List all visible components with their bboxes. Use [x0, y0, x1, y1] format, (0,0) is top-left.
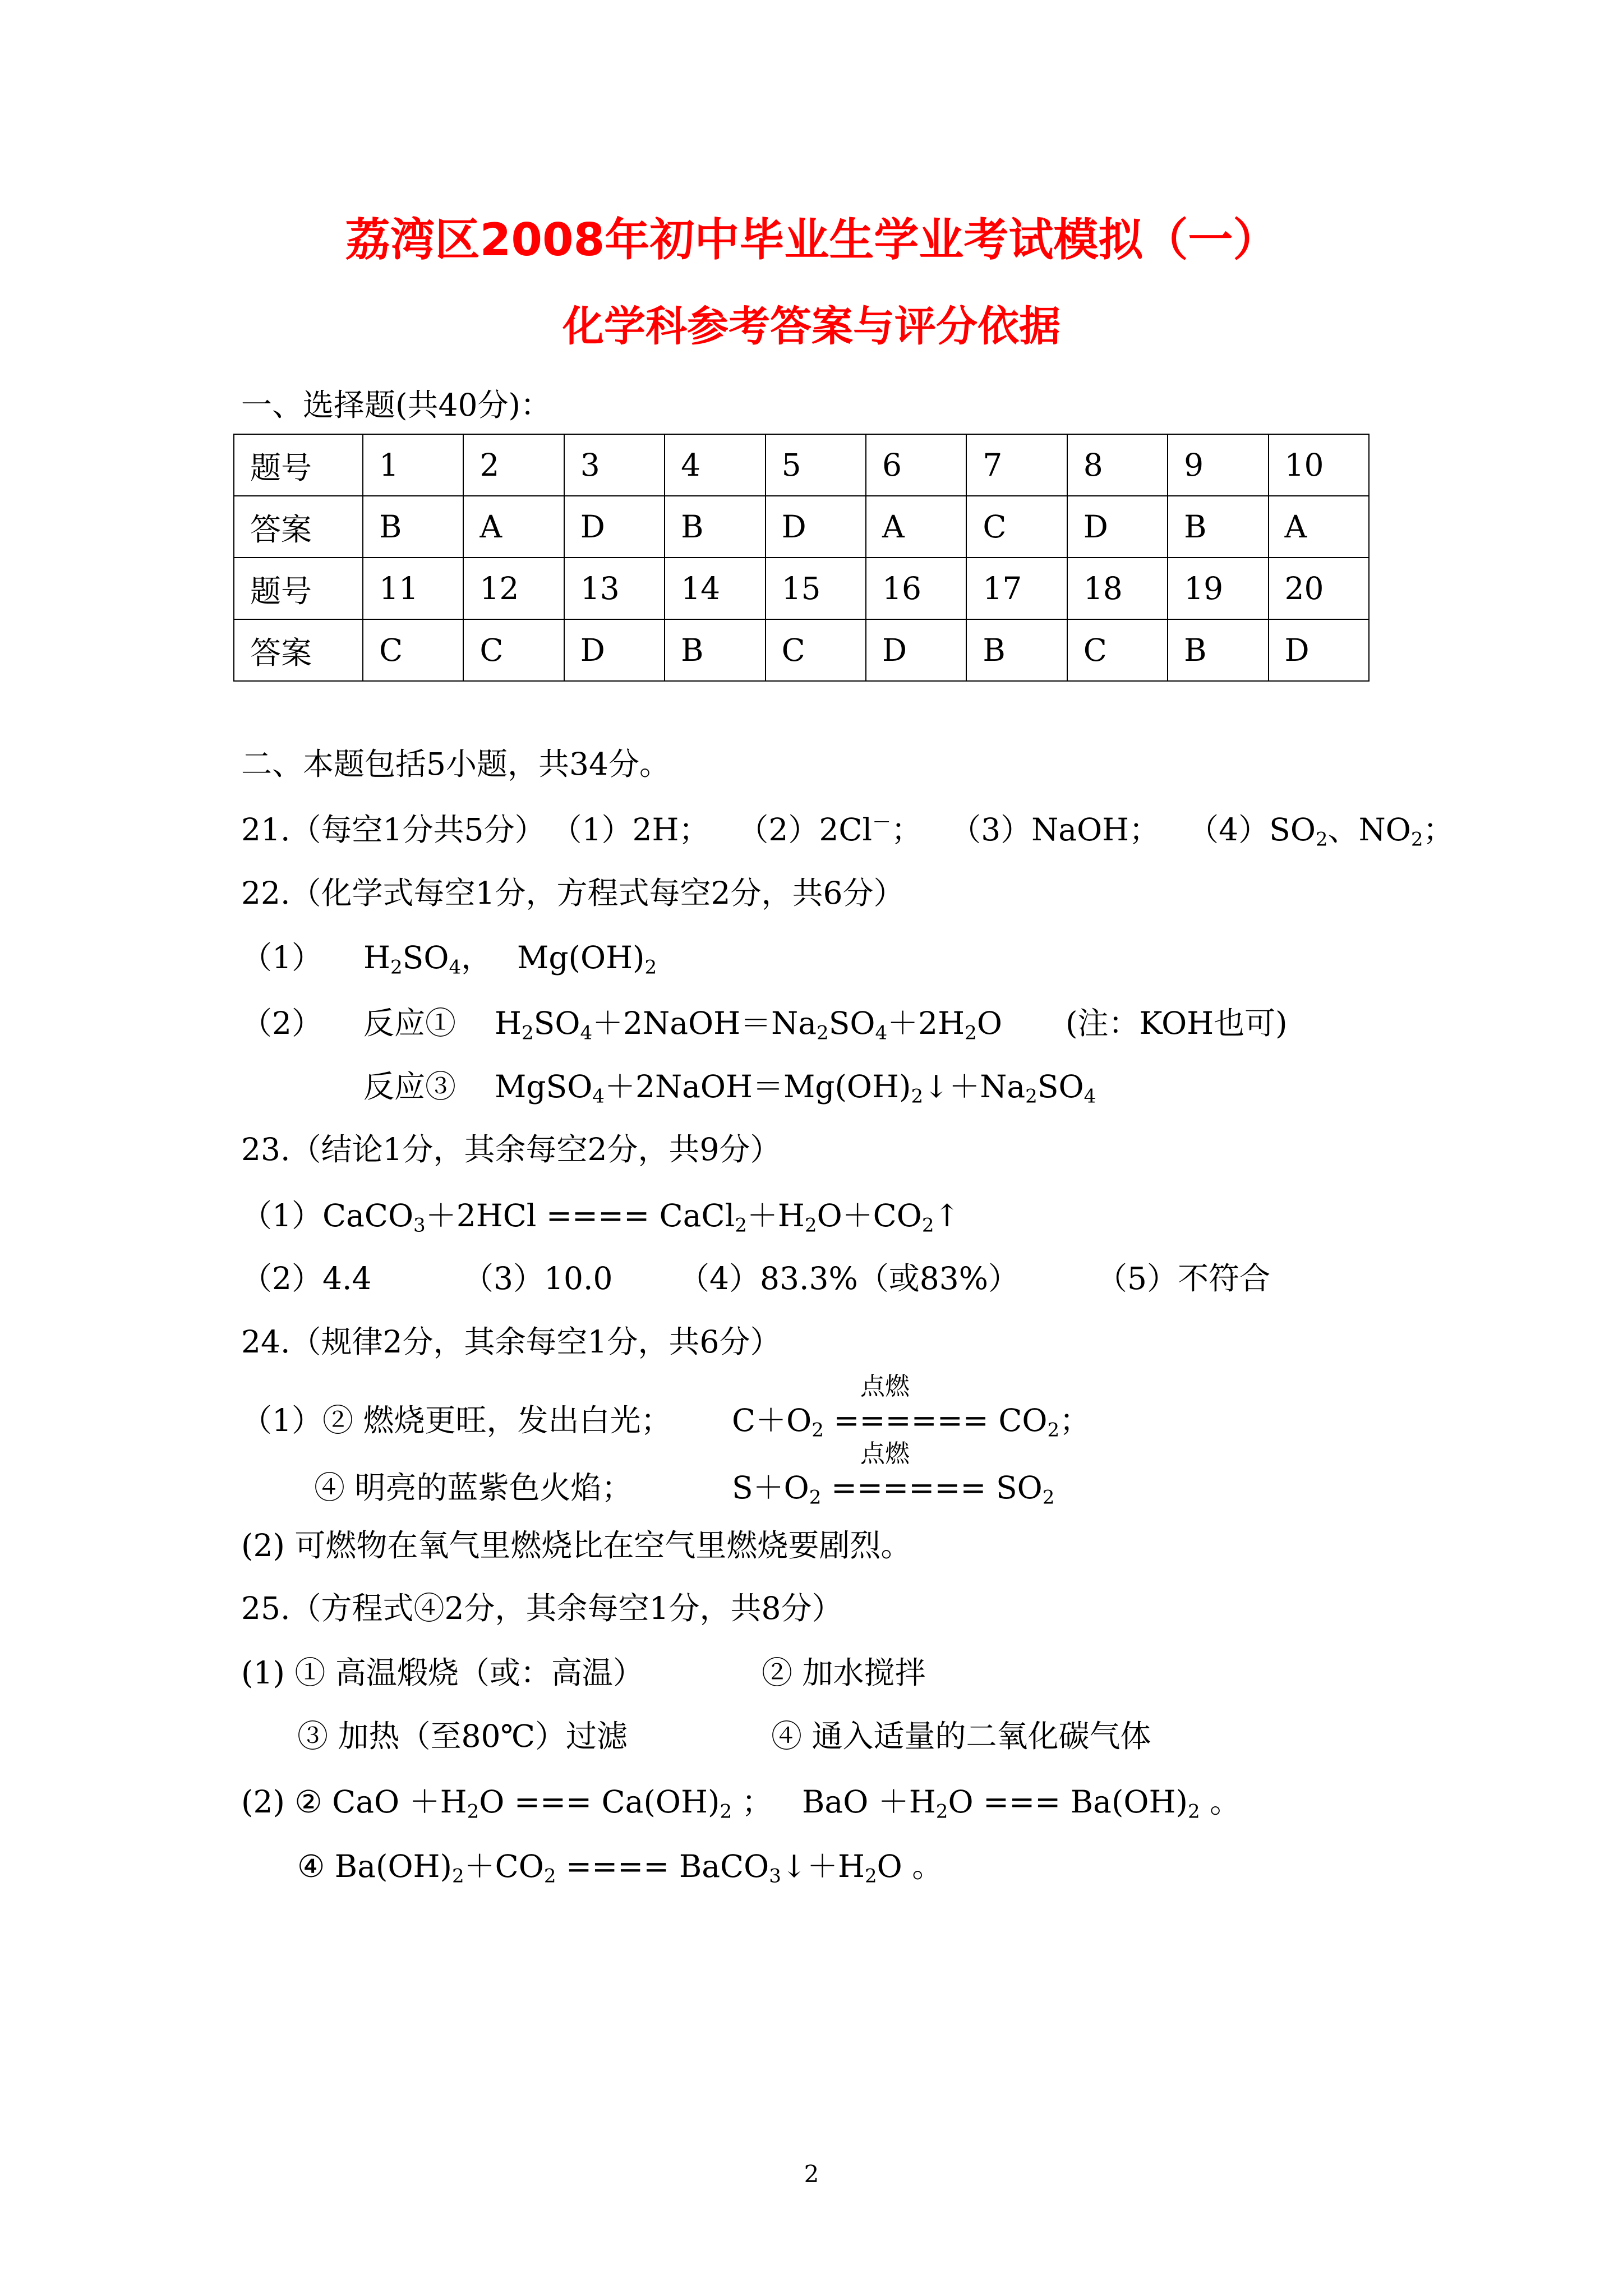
- q23-a5: （5）不符合: [1096, 1260, 1270, 1296]
- question-number-cell: 16: [866, 558, 966, 619]
- formula-text: (2) ② CaO ＋H: [241, 1784, 467, 1820]
- formula-text: 。: [1200, 1784, 1241, 1820]
- question-number-cell: 10: [1269, 434, 1369, 496]
- answer-cell: D: [866, 619, 966, 681]
- q25-step3: ③ 加热（至80℃）过滤: [297, 1718, 628, 1754]
- q22-formula2: [517, 940, 657, 979]
- question-number-cell: 7: [966, 434, 1067, 496]
- q25-equation-cao: [241, 1784, 773, 1823]
- formula-text: ＋2HCl ==== CaCl: [425, 1198, 735, 1234]
- formula-text: O＋CO: [817, 1198, 922, 1234]
- q21-head: 21.（每空1分共5分）: [241, 812, 546, 848]
- subscript: 4: [592, 1085, 605, 1108]
- subscript: 2: [1047, 1419, 1060, 1442]
- q22-formula1: [363, 940, 492, 979]
- q22-part2-label: （2）: [241, 1005, 322, 1041]
- answer-cell: D: [564, 496, 665, 558]
- q22-f2b: 2: [644, 956, 657, 979]
- subscript: 3: [413, 1214, 426, 1237]
- q23-a3: （3）10.0: [463, 1260, 613, 1296]
- q24-line2-text: ④ 明亮的蓝紫色火焰；: [314, 1470, 633, 1506]
- q24-equation2: [732, 1470, 1055, 1509]
- q22-f1b: 2: [390, 956, 403, 979]
- question-number-row: [234, 434, 1369, 496]
- question-number-cell: 14: [665, 558, 765, 619]
- formula-text: ====== CO: [823, 1402, 1048, 1438]
- subscript: 2: [911, 1085, 924, 1108]
- subscript: 2: [720, 1800, 732, 1823]
- subscript: 2: [804, 1214, 817, 1237]
- subscript: 2: [1187, 1800, 1200, 1823]
- answer-cell: D: [564, 619, 665, 681]
- question-number-cell: 9: [1168, 434, 1268, 496]
- answer-cell: C: [463, 619, 564, 681]
- formula-text: ④ Ba(OH): [297, 1848, 452, 1884]
- q23-a4: （4）83.3%（或83%）: [679, 1260, 1019, 1296]
- q21-a4-sub2: 2: [1410, 828, 1423, 851]
- answer-cell: B: [966, 619, 1067, 681]
- q25-equation-bao: [802, 1784, 1241, 1823]
- subscript: 2: [811, 1419, 824, 1442]
- q24-equation1: [732, 1402, 1091, 1442]
- section2-heading: 二、本题包括5小题，共34分。: [241, 746, 670, 782]
- subscript: 4: [1083, 1085, 1096, 1108]
- question-number-cell: 17: [966, 558, 1067, 619]
- q24-conclusion: (2) 可燃物在氧气里燃烧比在空气里燃烧要剧烈。: [241, 1527, 912, 1563]
- q23-equation: [241, 1198, 960, 1237]
- section1-heading: 一、选择题(共40分)：: [241, 387, 551, 423]
- answer-cell: D: [766, 496, 866, 558]
- q25-equation-carbonate: [297, 1848, 943, 1888]
- subscript: 2: [935, 1800, 948, 1823]
- answer-label: 答案: [234, 496, 363, 558]
- subscript: 2: [1025, 1085, 1038, 1108]
- answer-cell: C: [966, 496, 1067, 558]
- page-title: 荔湾区2008年初中毕业生学业考试模拟（一）: [345, 214, 1278, 266]
- formula-text: （1）CaCO: [241, 1198, 414, 1234]
- q21-a4: （4）SO: [1188, 812, 1316, 848]
- formula-text: ==== BaCO: [556, 1848, 769, 1884]
- formula-text: O 。: [877, 1848, 943, 1884]
- q21-a4-mid: 、NO: [1327, 812, 1411, 848]
- q21-a1: （1）2H；: [551, 812, 710, 848]
- formula-text: SO: [533, 1005, 580, 1041]
- formula-text: BaO ＋H: [802, 1784, 936, 1820]
- subscript: 2: [864, 1865, 877, 1888]
- q22-f1d: 4: [449, 956, 462, 979]
- question-number-cell: 11: [363, 558, 463, 619]
- q22-f2a: Mg(OH): [517, 940, 645, 976]
- answer-cell: B: [665, 619, 765, 681]
- question-number-cell: 19: [1168, 558, 1268, 619]
- subscript: 2: [817, 1022, 829, 1045]
- subscript: 4: [875, 1022, 888, 1045]
- answer-cell: B: [1168, 496, 1268, 558]
- formula-text: ＋2NaOH＝Na: [592, 1005, 817, 1041]
- answer-cell: A: [463, 496, 564, 558]
- answer-cell: D: [1067, 496, 1168, 558]
- q24-head: 24.（规律2分，其余每空1分，共6分）: [241, 1324, 781, 1360]
- subscript: 2: [451, 1865, 464, 1888]
- question-number-label: 题号: [234, 558, 363, 619]
- q22-reaction1-label: 反应①: [363, 1005, 457, 1041]
- q24-condition-2: 点燃: [860, 1439, 910, 1468]
- answer-cell: D: [1269, 619, 1369, 681]
- subscript: 2: [735, 1214, 747, 1237]
- q21-a2: （2）2Cl: [737, 812, 873, 848]
- q24-condition-1: 点燃: [860, 1372, 910, 1401]
- page-number: 2: [804, 2160, 819, 2188]
- q25-step1: (1) ① 高温煅烧（或：高温）: [241, 1655, 644, 1691]
- q24-line1-text: （1）② 燃烧更旺，发出白光；: [241, 1402, 672, 1438]
- formula-text: ；: [732, 1784, 773, 1820]
- q21-a2-charge: －: [872, 811, 892, 834]
- formula-text: ；: [1059, 1402, 1091, 1438]
- answer-cell: A: [866, 496, 966, 558]
- q21-a3: （3）NaOH；: [950, 812, 1160, 848]
- q21-line: [241, 811, 1454, 851]
- q22-equation3: [495, 1069, 1096, 1108]
- subscript: 2: [809, 1486, 822, 1509]
- formula-text: O === Ca(OH): [479, 1784, 720, 1820]
- formula-text: ↓＋H: [781, 1848, 865, 1884]
- q25-step2: ② 加水搅拌: [762, 1655, 926, 1691]
- subscript: 2: [965, 1022, 977, 1045]
- subscript: 2: [921, 1214, 934, 1237]
- question-number-cell: 20: [1269, 558, 1369, 619]
- question-number-label: 题号: [234, 434, 363, 496]
- question-number-cell: 18: [1067, 558, 1168, 619]
- question-number-cell: 2: [463, 434, 564, 496]
- formula-text: ＋H: [746, 1198, 805, 1234]
- answer-cell: B: [1168, 619, 1268, 681]
- question-number-cell: 3: [564, 434, 665, 496]
- formula-text: ====== SO: [821, 1470, 1043, 1506]
- q25-step4: ④ 通入适量的二氧化碳气体: [771, 1718, 1151, 1754]
- formula-text: H: [495, 1005, 522, 1041]
- q22-f1c: SO: [402, 940, 449, 976]
- question-number-cell: 5: [766, 434, 866, 496]
- question-number-cell: 15: [766, 558, 866, 619]
- q23-head: 23.（结论1分，其余每空2分，共9分）: [241, 1131, 781, 1167]
- formula-text: ＋CO: [464, 1848, 544, 1884]
- answer-cell: C: [766, 619, 866, 681]
- q22-head: 22.（化学式每空1分，方程式每空2分，共6分）: [241, 875, 905, 911]
- answer-cell: B: [363, 496, 463, 558]
- subscript: 2: [521, 1022, 534, 1045]
- answer-cell: B: [665, 496, 765, 558]
- q25-head: 25.（方程式④2分，其余每空1分，共8分）: [241, 1590, 843, 1626]
- q22-f1a: H: [363, 940, 390, 976]
- answer-row: [234, 496, 1369, 558]
- page-subtitle: 化学科参考答案与评分依据: [562, 302, 1061, 351]
- subscript: 3: [769, 1865, 781, 1888]
- q22-note: (注：KOH也可): [1066, 1005, 1288, 1041]
- answer-table: [233, 434, 1370, 682]
- formula-text: C＋O: [732, 1402, 812, 1438]
- question-number-cell: 4: [665, 434, 765, 496]
- formula-text: O === Ba(OH): [948, 1784, 1188, 1820]
- question-number-cell: 6: [866, 434, 966, 496]
- question-number-cell: 13: [564, 558, 665, 619]
- subscript: 2: [467, 1800, 479, 1823]
- question-number-cell: 1: [363, 434, 463, 496]
- formula-text: ↓＋Na: [923, 1069, 1026, 1105]
- formula-text: ↑: [934, 1198, 960, 1234]
- answer-cell: C: [1067, 619, 1168, 681]
- formula-text: S＋O: [732, 1470, 809, 1506]
- subscript: 2: [543, 1865, 556, 1888]
- answer-cell: A: [1269, 496, 1369, 558]
- formula-text: ＋2NaOH＝Mg(OH): [604, 1069, 911, 1105]
- subscript: 2: [1042, 1486, 1055, 1509]
- formula-text: ＋2H: [887, 1005, 965, 1041]
- formula-text: SO: [828, 1005, 875, 1041]
- question-number-cell: 12: [463, 558, 564, 619]
- subscript: 4: [580, 1022, 593, 1045]
- q21-a2-end: ；: [891, 812, 923, 848]
- formula-text: SO: [1037, 1069, 1084, 1105]
- question-number-row: [234, 558, 1369, 619]
- formula-text: O: [976, 1005, 1002, 1041]
- answer-label: 答案: [234, 619, 363, 681]
- q22-reaction3-label: 反应③: [363, 1069, 457, 1105]
- q21-a4-sub1: 2: [1315, 828, 1328, 851]
- question-number-cell: 8: [1067, 434, 1168, 496]
- q23-a2: （2）4.4: [241, 1260, 372, 1296]
- q21-a4-end: ；: [1423, 812, 1454, 848]
- answer-row: [234, 619, 1369, 681]
- q22-f1e: ，: [461, 940, 492, 976]
- q22-equation1: [495, 1005, 1002, 1045]
- formula-text: MgSO: [495, 1069, 593, 1105]
- answer-cell: C: [363, 619, 463, 681]
- q22-part1-label: （1）: [241, 940, 322, 976]
